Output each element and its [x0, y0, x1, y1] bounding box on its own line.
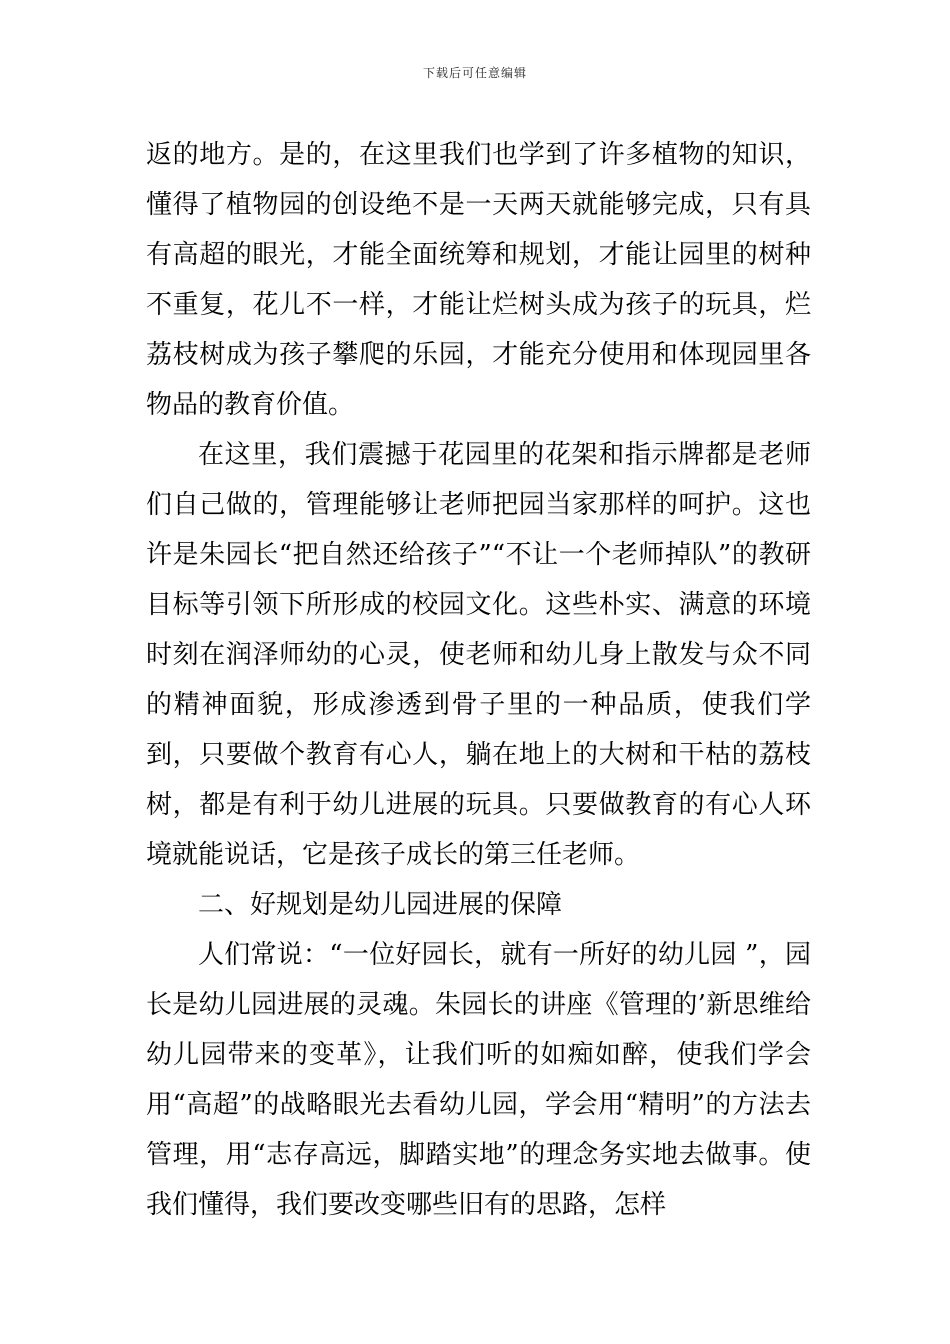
section-heading: 二、好规划是幼儿园进展的保障	[198, 890, 563, 920]
paragraph-campus-culture: 在这里，我们震撼于花园里的花架和指示牌都是老师们自己做的，管理能够让老师把园当家那样的呵护。这也许是朱园长“把自然还给孩子”“不让一个老师掉队”的教研目标等引领下所形成的校园文化。这些朴实、满意的环境时刻在润泽师幼的心灵，使老师和幼儿身上散发与众不同的精神面貌，形成渗透到骨子里的一种品质，使我们学到，只要做个教育有心人，躺在地上的大树和干枯的荔枝树，都是有利于幼儿进展的玩具。只要做教育的有心人环境就能说话，它是孩子成长的第三任老师。	[146, 440, 811, 870]
document-body	[146, 130, 811, 1230]
paragraph-continuation: 返的地方。是的，在这里我们也学到了许多植物的知识，懂得了植物园的创设绝不是一天两天就能够完成，只有具有高超的眼光，才能全面统筹和规划，才能让园里的树种不重复，花儿不一样，才能让烂树头成为孩子的玩具，烂荔枝树成为孩子攀爬的乐园，才能充分使用和体现园里各物品的教育价值。	[146, 140, 811, 420]
page-header-note: 下载后可任意编辑	[422, 66, 527, 80]
paragraph-principal: 人们常说：“一位好园长，就有一所好的幼儿园 ”，园长是幼儿园进展的灵魂。朱园长的讲座《管理的’新思维给幼儿园带来的变革》，让我们听的如痴如醉，使我们学会用“高超”的战略眼光去看幼儿园，学会用“精明”的方法去管理，用“志存高远，脚踏实地”的理念务实地去做事。使我们懂得，我们要改变哪些旧有的思路，怎样	[146, 940, 811, 1220]
